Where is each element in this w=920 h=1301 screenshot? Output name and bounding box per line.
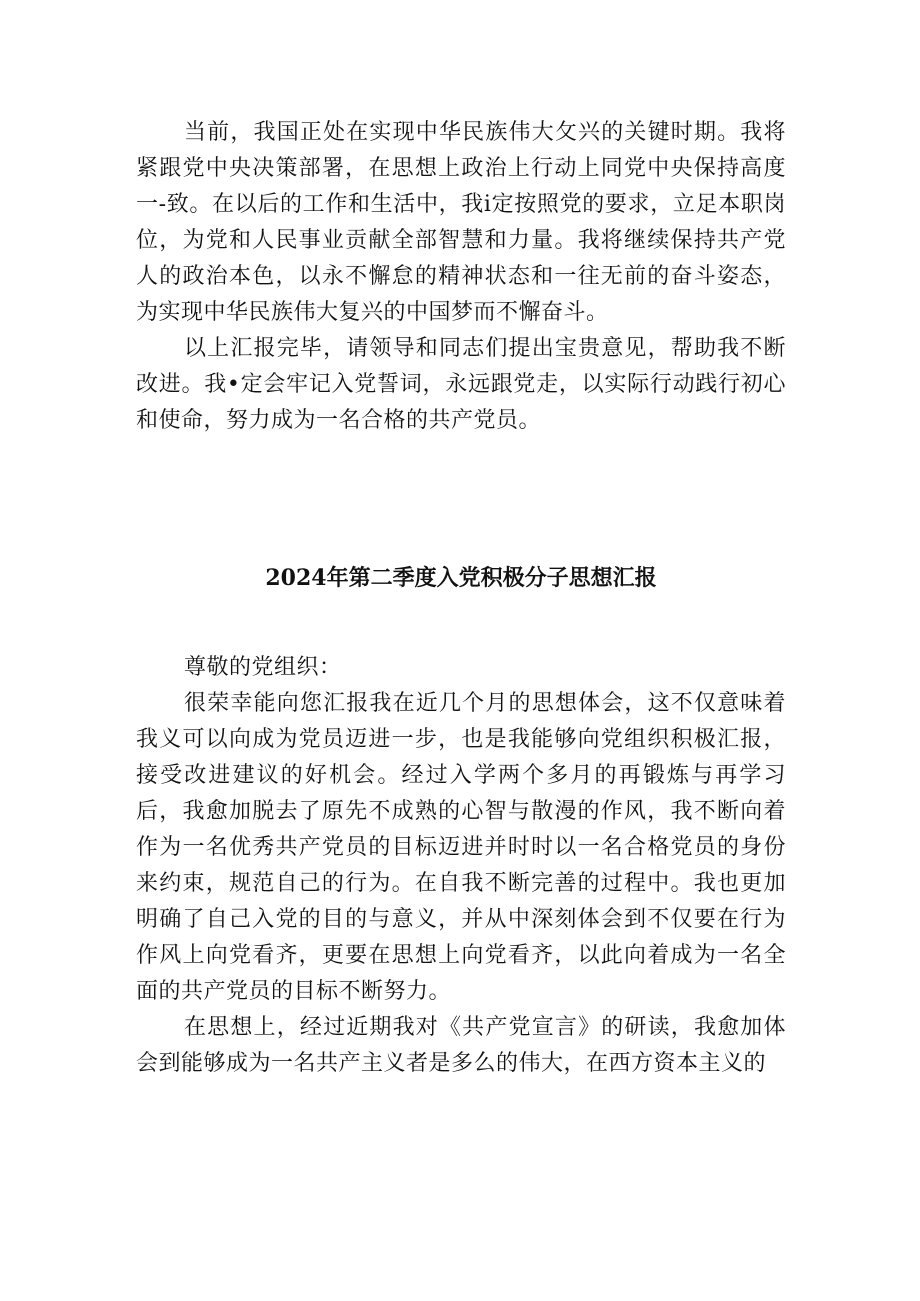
paragraph-closing-commitment: 当前，我国正处在实现中华民族伟大攵兴的关键时期。我将紧跟党中央决策部署，在思想上政治上行动上同党中央保持高度一-致。在以后的工作和生活中，我i定按照党的要求，立足本职岗位，为党和人民事业贡献全部智慧和力量。我将继续保持共产党人的政治本色，以永不懈怠的精神状态和一往无前的奋斗姿态，为实现中华民族伟大复兴的中国梦而不懈奋斗。 xyxy=(136,120,786,325)
report-title: 2024年第二季度入党积极分子思想汇报 xyxy=(265,565,657,591)
paragraph-ideology: 在思想上，经过近期我对《共产党宣言》的研读，我愈加体会到能够成为一名共产主义者是多么的伟大，在西方资本主义的 xyxy=(136,1015,786,1076)
salutation: 尊敬的党组织： xyxy=(184,655,342,680)
paragraph-intro: 很荣幸能向您汇报我在近几个月的思想体会，这不仅意味着我义可以向成为党员迈进一步，也是我能够向党组织积极汇报，接受改进建议的好机会。经过入学两个多月的再锻炼与再学习后，我愈加脱去了原先不成熟的心智与散漫的作风，我不断向着作为一名优秀共产党员的目标迈进并时时以一名合格党员的身份来约束，规范自己的行为。在自我不断完善的过程中。我也更加明确了自己入党的目的与意义，并从中深刻体会到不仅要在行为作风上向党看齐，更要在思想上向党看齐，以此向着成为一名全面的共产党员的目标不断努力。 xyxy=(136,691,786,1004)
section-1-body xyxy=(136,115,786,439)
paragraph-report-end: 以上汇报完毕，请领导和同志们提出宝贵意见，帮助我不断改进。我•定会牢记入党誓词，永远跟党走，以实际行动践行初心和使命，努力成为一名合格的共产党员。 xyxy=(136,336,786,433)
section-2-body xyxy=(136,650,786,1082)
